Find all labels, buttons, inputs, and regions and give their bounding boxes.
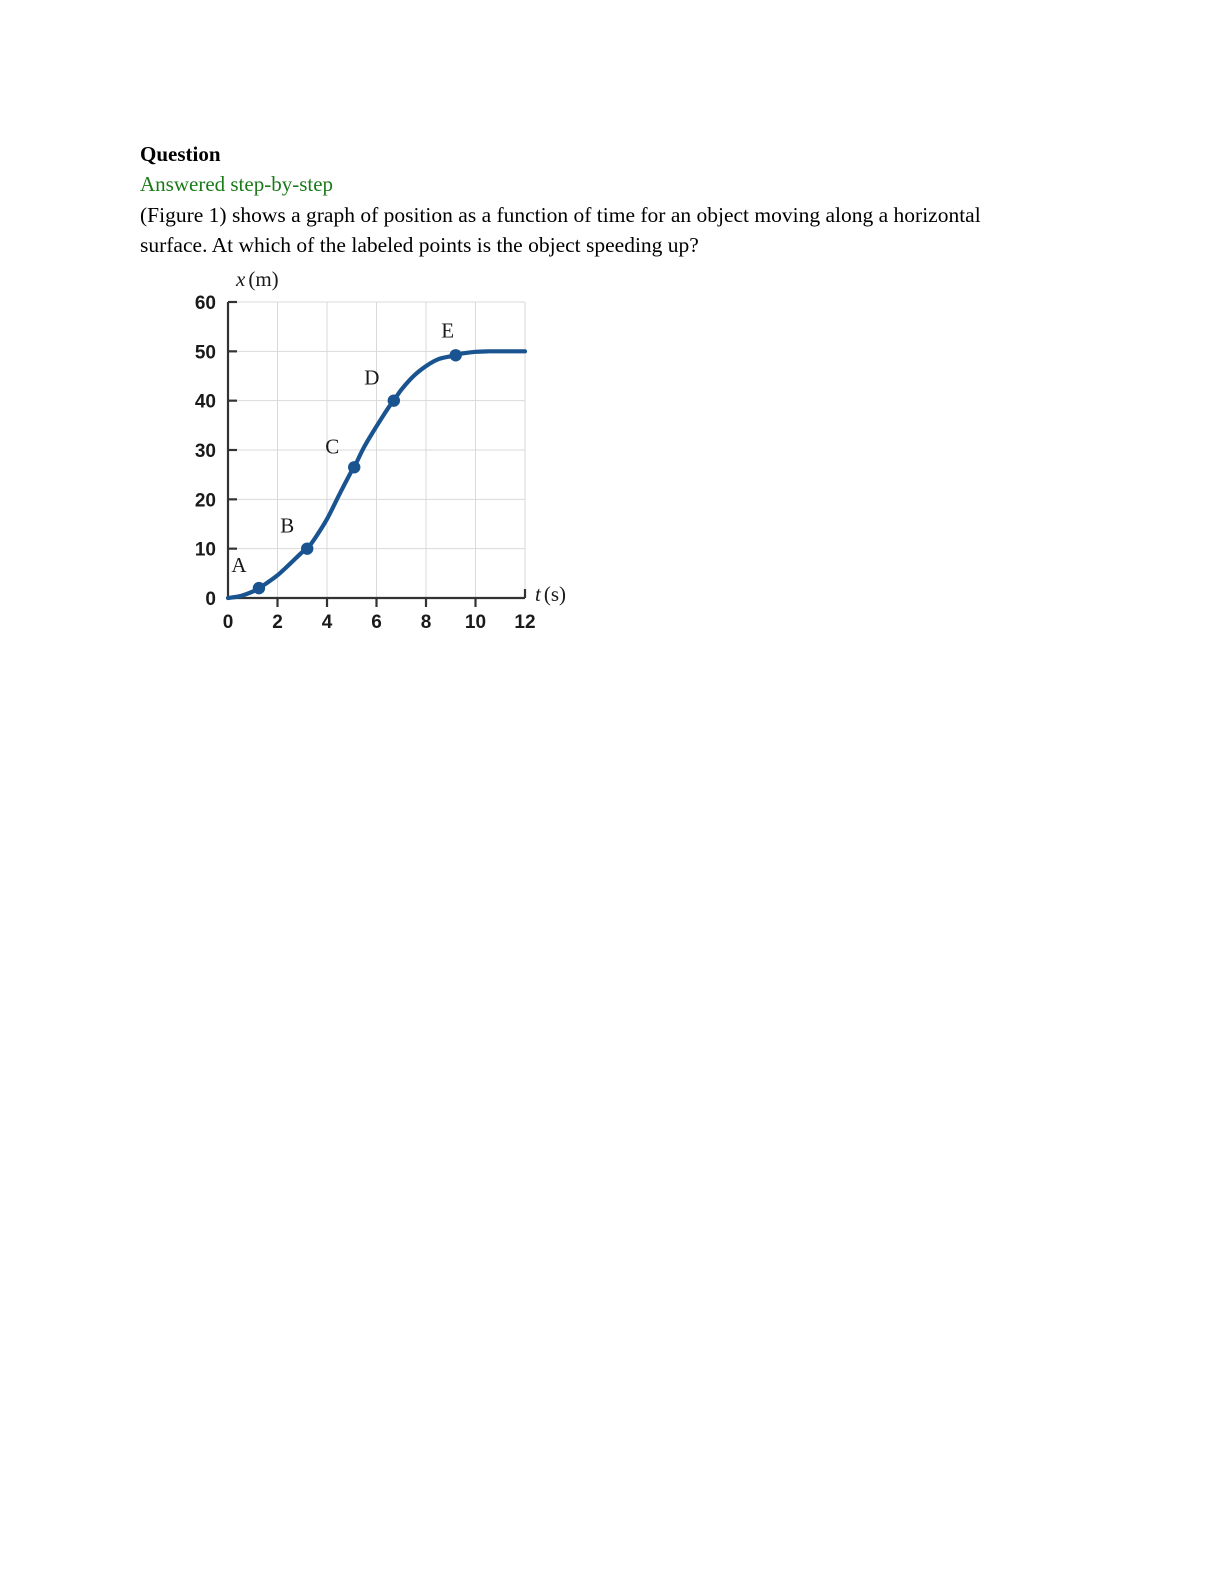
point-label-c: C bbox=[325, 434, 340, 459]
point-label-b: B bbox=[280, 513, 295, 538]
y-axis-title: x (m) bbox=[236, 267, 279, 291]
x-tick-label: 0 bbox=[222, 612, 234, 633]
data-point-b bbox=[301, 542, 313, 554]
x-tick-label: 4 bbox=[321, 612, 333, 633]
chart-x-tick-labels bbox=[223, 612, 536, 633]
point-label-d: D bbox=[364, 365, 380, 390]
y-tick-label: 60 bbox=[194, 293, 216, 314]
position-time-figure bbox=[180, 250, 600, 640]
point-label-e: E bbox=[441, 318, 455, 343]
x-tick-label: 12 bbox=[514, 612, 536, 633]
x-tick-label: 6 bbox=[371, 612, 382, 633]
chart-tick-marks bbox=[228, 351, 476, 607]
page-title: Question bbox=[140, 142, 221, 166]
y-tick-label: 20 bbox=[194, 490, 216, 512]
y-tick-label: 0 bbox=[205, 589, 216, 610]
position-time-chart bbox=[180, 250, 600, 640]
y-tick-label: 30 bbox=[194, 441, 216, 462]
x-tick-label: 8 bbox=[420, 612, 432, 633]
x-axis-title: t (s) bbox=[535, 582, 567, 606]
x-tick-label: 2 bbox=[272, 612, 283, 633]
question-body: (Figure 1) shows a graph of position as a function of time for an object moving along a horizontal surface. At which of the labeled points is the object speeding up? bbox=[140, 202, 981, 258]
point-label-a: A bbox=[231, 553, 247, 578]
x-tick-label: 10 bbox=[464, 612, 487, 633]
y-tick-label: 50 bbox=[194, 342, 216, 364]
data-point-c bbox=[348, 461, 360, 473]
chart-data-points bbox=[231, 318, 462, 594]
chart-gridlines bbox=[228, 302, 525, 598]
data-point-d bbox=[388, 394, 400, 406]
chart-y-tick-labels bbox=[195, 293, 216, 610]
data-point-a bbox=[253, 582, 265, 594]
status-badge: Answered step-by-step bbox=[140, 171, 334, 196]
chart-axis-titles bbox=[235, 267, 566, 606]
y-tick-label: 40 bbox=[194, 391, 216, 413]
data-point-e bbox=[450, 349, 462, 361]
y-tick-label: 10 bbox=[194, 539, 216, 561]
question-text-block bbox=[140, 140, 1040, 261]
